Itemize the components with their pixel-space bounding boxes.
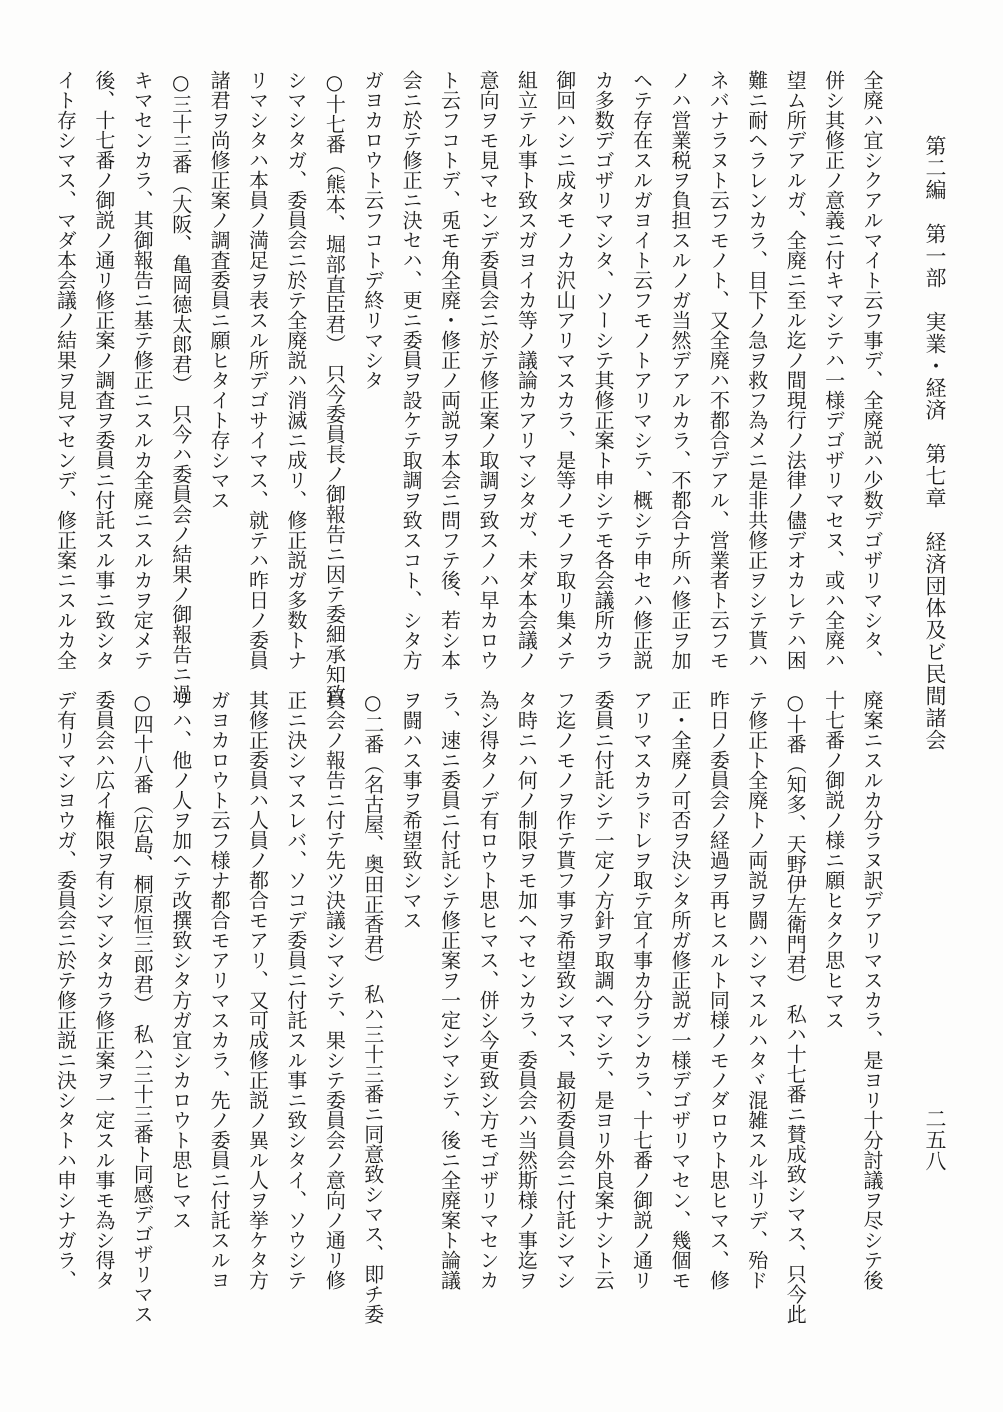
text-line: ヘテ存在スルガヨイト云フモノトアリマシテ、概シテ申セハ修正説 xyxy=(629,70,654,670)
upper-text-block xyxy=(53,70,891,704)
text-line: 員会ノ報告ニ付テ先ツ決議シマシテ、果シテ委員会ノ意向ノ通リ修 xyxy=(322,690,347,1290)
text-line: 組立テル事ト致スガヨイカ等ノ議論カアリマシタガ、未ダ本会議ノ xyxy=(514,70,539,670)
text-line: テ修正ト全廃トノ両説ヲ闘ハシマスルハタヾ混雑スル斗リデ、殆ド xyxy=(744,690,769,1290)
text-line: 会ニ於テ修正ニ決セハ、更ニ委員ヲ設ケテ取調ヲ致スコト、シタ方 xyxy=(399,70,424,670)
text-line: ガヨカロウト云フコトデ終リマシタ xyxy=(360,70,385,390)
text-line: アリマスカラドレヲ取テ宜イ事カ分ランカラ、十七番ノ御説ノ通リ xyxy=(629,690,654,1290)
lower-text-block xyxy=(53,690,891,1324)
text-line: 併シ其修正ノ意義ニ付キマシテハ一様デゴザリマセヌ、或ハ全廃ハ xyxy=(821,70,846,670)
text-line: フ迄ノモノヲ作テ貰フ事ヲ希望致シマス、最初委員会ニ付託シマシ xyxy=(552,690,577,1290)
text-line: 難ニ耐ヘラレンカラ、目下ノ急ヲ救フ為メニ是非共修正ヲシテ貰ハ xyxy=(744,70,769,670)
text-line: 正ニ決シマスレバ、ソコデ委員ニ付託スル事ニ致シタイ、ソウシテ xyxy=(283,690,308,1290)
text-line: 御回ハシニ成タモノカ沢山アリマスカラ、是等ノモノヲ取リ集メテ xyxy=(552,70,577,670)
text-line: ノハ営業税ヲ負担スルノガ当然デアルカラ、不都合ナ所ハ修正ヲ加 xyxy=(667,70,692,670)
text-line: キマセンカラ、其御報告ニ基テ修正ニスルカ全廃ニスルカヲ定メテ xyxy=(130,70,155,670)
text-line: 委員会ハ広イ権限ヲ有シマシタカラ修正案ヲ一定スル事モ為シ得タ xyxy=(91,690,116,1290)
text-line: 望ム所デアルガ、全廃ニ至ル迄ノ間現行ノ法律ノ儘デオカレテハ困 xyxy=(783,70,808,670)
text-line: リマシタハ本員ノ満足ヲ表スル所デゴサイマス、就テハ昨日ノ委員 xyxy=(245,70,270,670)
text-line: カ多数デゴザリマシタ、ソーシテ其修正案ト申シテモ各会議所カラ xyxy=(591,70,616,670)
text-line: ト云フコトデ、兎モ角全廃・修正ノ両説ヲ本会ニ問フテ後、若シ本 xyxy=(437,70,462,670)
text-line: 諸君ヲ尚修正案ノ調査委員ニ願ヒタイト存シマス xyxy=(207,70,232,510)
text-line: 全廃ハ宜シクアルマイト云フ事デ、全廃説ハ少数デゴザリマシタ、 xyxy=(860,70,884,670)
text-line: 委員ニ付託シテ一定ノ方針ヲ取調ヘマシテ、是ヨリ外良案ナシト云 xyxy=(591,690,616,1290)
text-line: ヲ闘ハス事ヲ希望致シマス xyxy=(399,690,424,930)
text-line: 正・全廃ノ可否ヲ決シタ所ガ修正説ガ一様デゴザリマセン、幾個モ xyxy=(667,690,692,1290)
text-line: イト存シマス、マダ本会議ノ結果ヲ見マセンデ、修正案ニスルカ全 xyxy=(53,70,78,670)
text-line: 為シ得タノデ有ロウト思ヒマス、併シ今更致シ方モゴザリマセンカ xyxy=(475,690,500,1290)
text-line: タ時ニハ何ノ制限ヲモ加ヘマセンカラ、委員会ハ当然斯様ノ事迄ヲ xyxy=(514,690,539,1290)
text-line: シマシタガ、委員会ニ於テ全廃説ハ消滅ニ成リ、修正説ガ多数トナ xyxy=(283,70,308,670)
text-line: ラ、速ニ委員ニ付託シテ修正案ヲ一定シマシテ、後ニ全廃案ト論議 xyxy=(437,690,462,1290)
speaker-line: ○二番（名古屋、奥田正香君） 私ハ三十三番ニ同意致シマス、即チ委 xyxy=(360,690,385,1324)
text-line: 昨日ノ委員会ノ経過ヲ再ヒスルト同様ノモノダロウト思ヒマス、修 xyxy=(706,690,731,1290)
running-header: 第二編 第一部 実業・経済 第七章 経済団体及ビ民間諸会 xyxy=(923,135,947,751)
text-line: 廃案ニスルカ分ラヌ訳デアリマスカラ、是ヨリ十分討議ヲ尽シテ後 xyxy=(860,690,884,1290)
text-line: 意向ヲモ見マセンデ委員会ニ於テ修正案ノ取調ヲ致スノハ早カロウ xyxy=(475,70,500,670)
page-number: 二五八 xyxy=(923,1108,947,1171)
speaker-line: ○四十八番（広島、桐原恒三郎君） 私ハ三十三番ト同感デゴザリマス xyxy=(130,690,155,1324)
text-line: リハ、他ノ人ヲ加ヘテ改撰致シタ方ガ宜シカロウト思ヒマス xyxy=(168,690,193,1230)
speaker-line: ○十七番（熊本、堀部直臣君） 只今委員長ノ御報告ニ因テ委細承知致 xyxy=(322,70,347,704)
text-line: デ有リマシヨウガ、委員会ニ於テ修正説ニ決シタトハ申シナガラ、 xyxy=(53,690,78,1290)
speaker-line: ○三十三番（大阪、亀岡徳太郎君） 只今ハ委員会ノ結果ノ御報告ニ過 xyxy=(168,70,193,704)
text-line: 其修正委員ハ人員ノ都合モアリ、又可成修正説ノ異ル人ヲ挙ケタ方 xyxy=(245,690,270,1290)
text-line: ガヨカロウト云フ様ナ都合モアリマスカラ、先ノ委員ニ付託スルヨ xyxy=(207,690,232,1290)
text-line: 十七番ノ御説ノ様ニ願ヒタク思ヒマス xyxy=(821,690,846,1030)
text-line: ネバナラヌト云フモノト、又全廃ハ不都合デアル、営業者ト云フモ xyxy=(706,70,731,670)
speaker-line: ○十番（知多、天野伊左衛門君） 私ハ十七番ニ賛成致シマス、只今此 xyxy=(783,690,808,1324)
text-line: 後、十七番ノ御説ノ通リ修正案ノ調査ヲ委員ニ付託スル事ニ致シタ xyxy=(91,70,116,670)
